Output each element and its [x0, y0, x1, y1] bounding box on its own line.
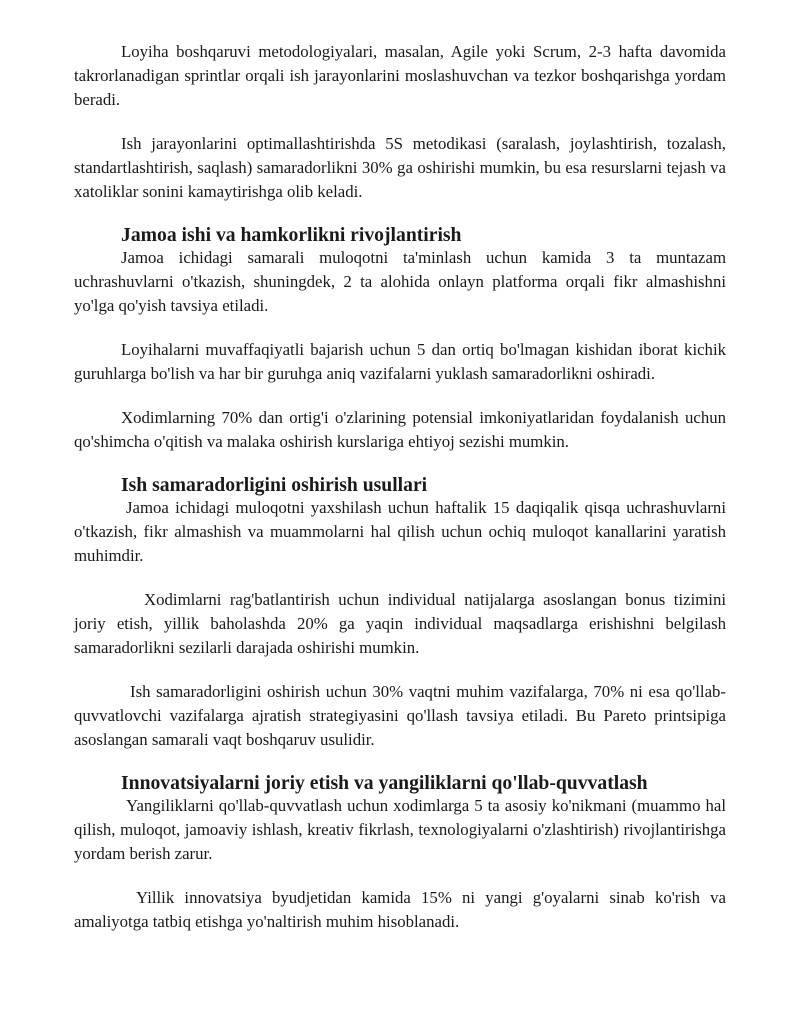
paragraph-small-groups: Loyihalarni muvaffaqiyatli bajarish uchun 5 dan ortiq bo'lmagan kishidan iborat kichik guruhlarga bo'lish va har bir guruhga aniq vazifalarni yuklash samaradorlikni oshiradi. [74, 340, 726, 383]
section-heading-efficiency-methods: Ish samaradorligini oshirish usullari [121, 474, 428, 496]
paragraph-bonus-system: Xodimlarni rag'batlantirish uchun individual natijalarga asoslangan bonus tizimini joriy etish, yillik baholashda 20% ga yaqin individual maqsadlarga erishishni belgilash samaradorlikni sezilarli darajada oshirishi mumkin. [74, 590, 726, 657]
paragraph-team-communication: Jamoa ichidagi samarali muloqotni ta'minlash uchun kamida 3 ta muntazam uchrashuvlarni o'tkazish, shuningdek, 2 ta alohida onlayn platforma orqali fikr almashishni yo'lga qo'yish tavsiya etiladi. [74, 248, 726, 315]
section-heading-teamwork: Jamoa ishi va hamkorlikni rivojlantirish [121, 224, 462, 246]
document-page [74, 40, 726, 934]
paragraph-key-skills: Yangiliklarni qo'llab-quvvatlash uchun xodimlarga 5 ta asosiy ko'nikmani (muammo hal qilish, muloqot, jamoaviy ishlash, kreativ fikrlash, texnologiyalarni o'zlashtirish) rivojlantirishga yordam berish zarur. [74, 796, 726, 863]
paragraph-weekly-meetings: Jamoa ichidagi muloqotni yaxshilash uchun haftalik 15 daqiqalik qisqa uchrashuvlarni o'tkazish, fikr almashish va muammolarni hal qilish uchun ochiq muloqot kanallarini yaratish muhimdir. [74, 498, 726, 565]
paragraph-employee-training: Xodimlarning 70% dan ortig'i o'zlarining potensial imkoniyatlaridan foydalanish uchun qo'shimcha o'qitish va malaka oshirish kurslariga ehtiyoj sezishi mumkin. [74, 408, 726, 451]
section-heading-innovation: Innovatsiyalarni joriy etish va yangiliklarni qo'llab-quvvatlash [121, 772, 648, 794]
paragraph-innovation-budget: Yillik innovatsiya byudjetidan kamida 15% ni yangi g'oyalarni sinab ko'rish va amaliyotga tatbiq etishga yo'naltirish muhim hisoblanadi. [74, 888, 726, 931]
paragraph-5s-method: Ish jarayonlarini optimallashtirishda 5S metodikasi (saralash, joylashtirish, tozalash, standartlashtirish, saqlash) samaradorlikni 30% ga oshirishi mumkin, bu esa resurslarni tejash va xatoliklar sonini kamaytirishga olib keladi. [74, 134, 726, 201]
paragraph-project-methodologies: Loyiha boshqaruvi metodologiyalari, masalan, Agile yoki Scrum, 2-3 hafta davomida takrorlanadigan sprintlar orqali ish jarayonlarini moslashuvchan va tezkor boshqarishga yordam beradi. [74, 42, 726, 109]
paragraph-pareto-strategy: Ish samaradorligini oshirish uchun 30% vaqtni muhim vazifalarga, 70% ni esa qo'llab-quvvatlovchi vazifalarga ajratish strategiyasini qo'llash tavsiya etiladi. Bu Pareto printsipiga asoslangan samarali vaqt boshqaruv usulidir. [74, 682, 726, 749]
